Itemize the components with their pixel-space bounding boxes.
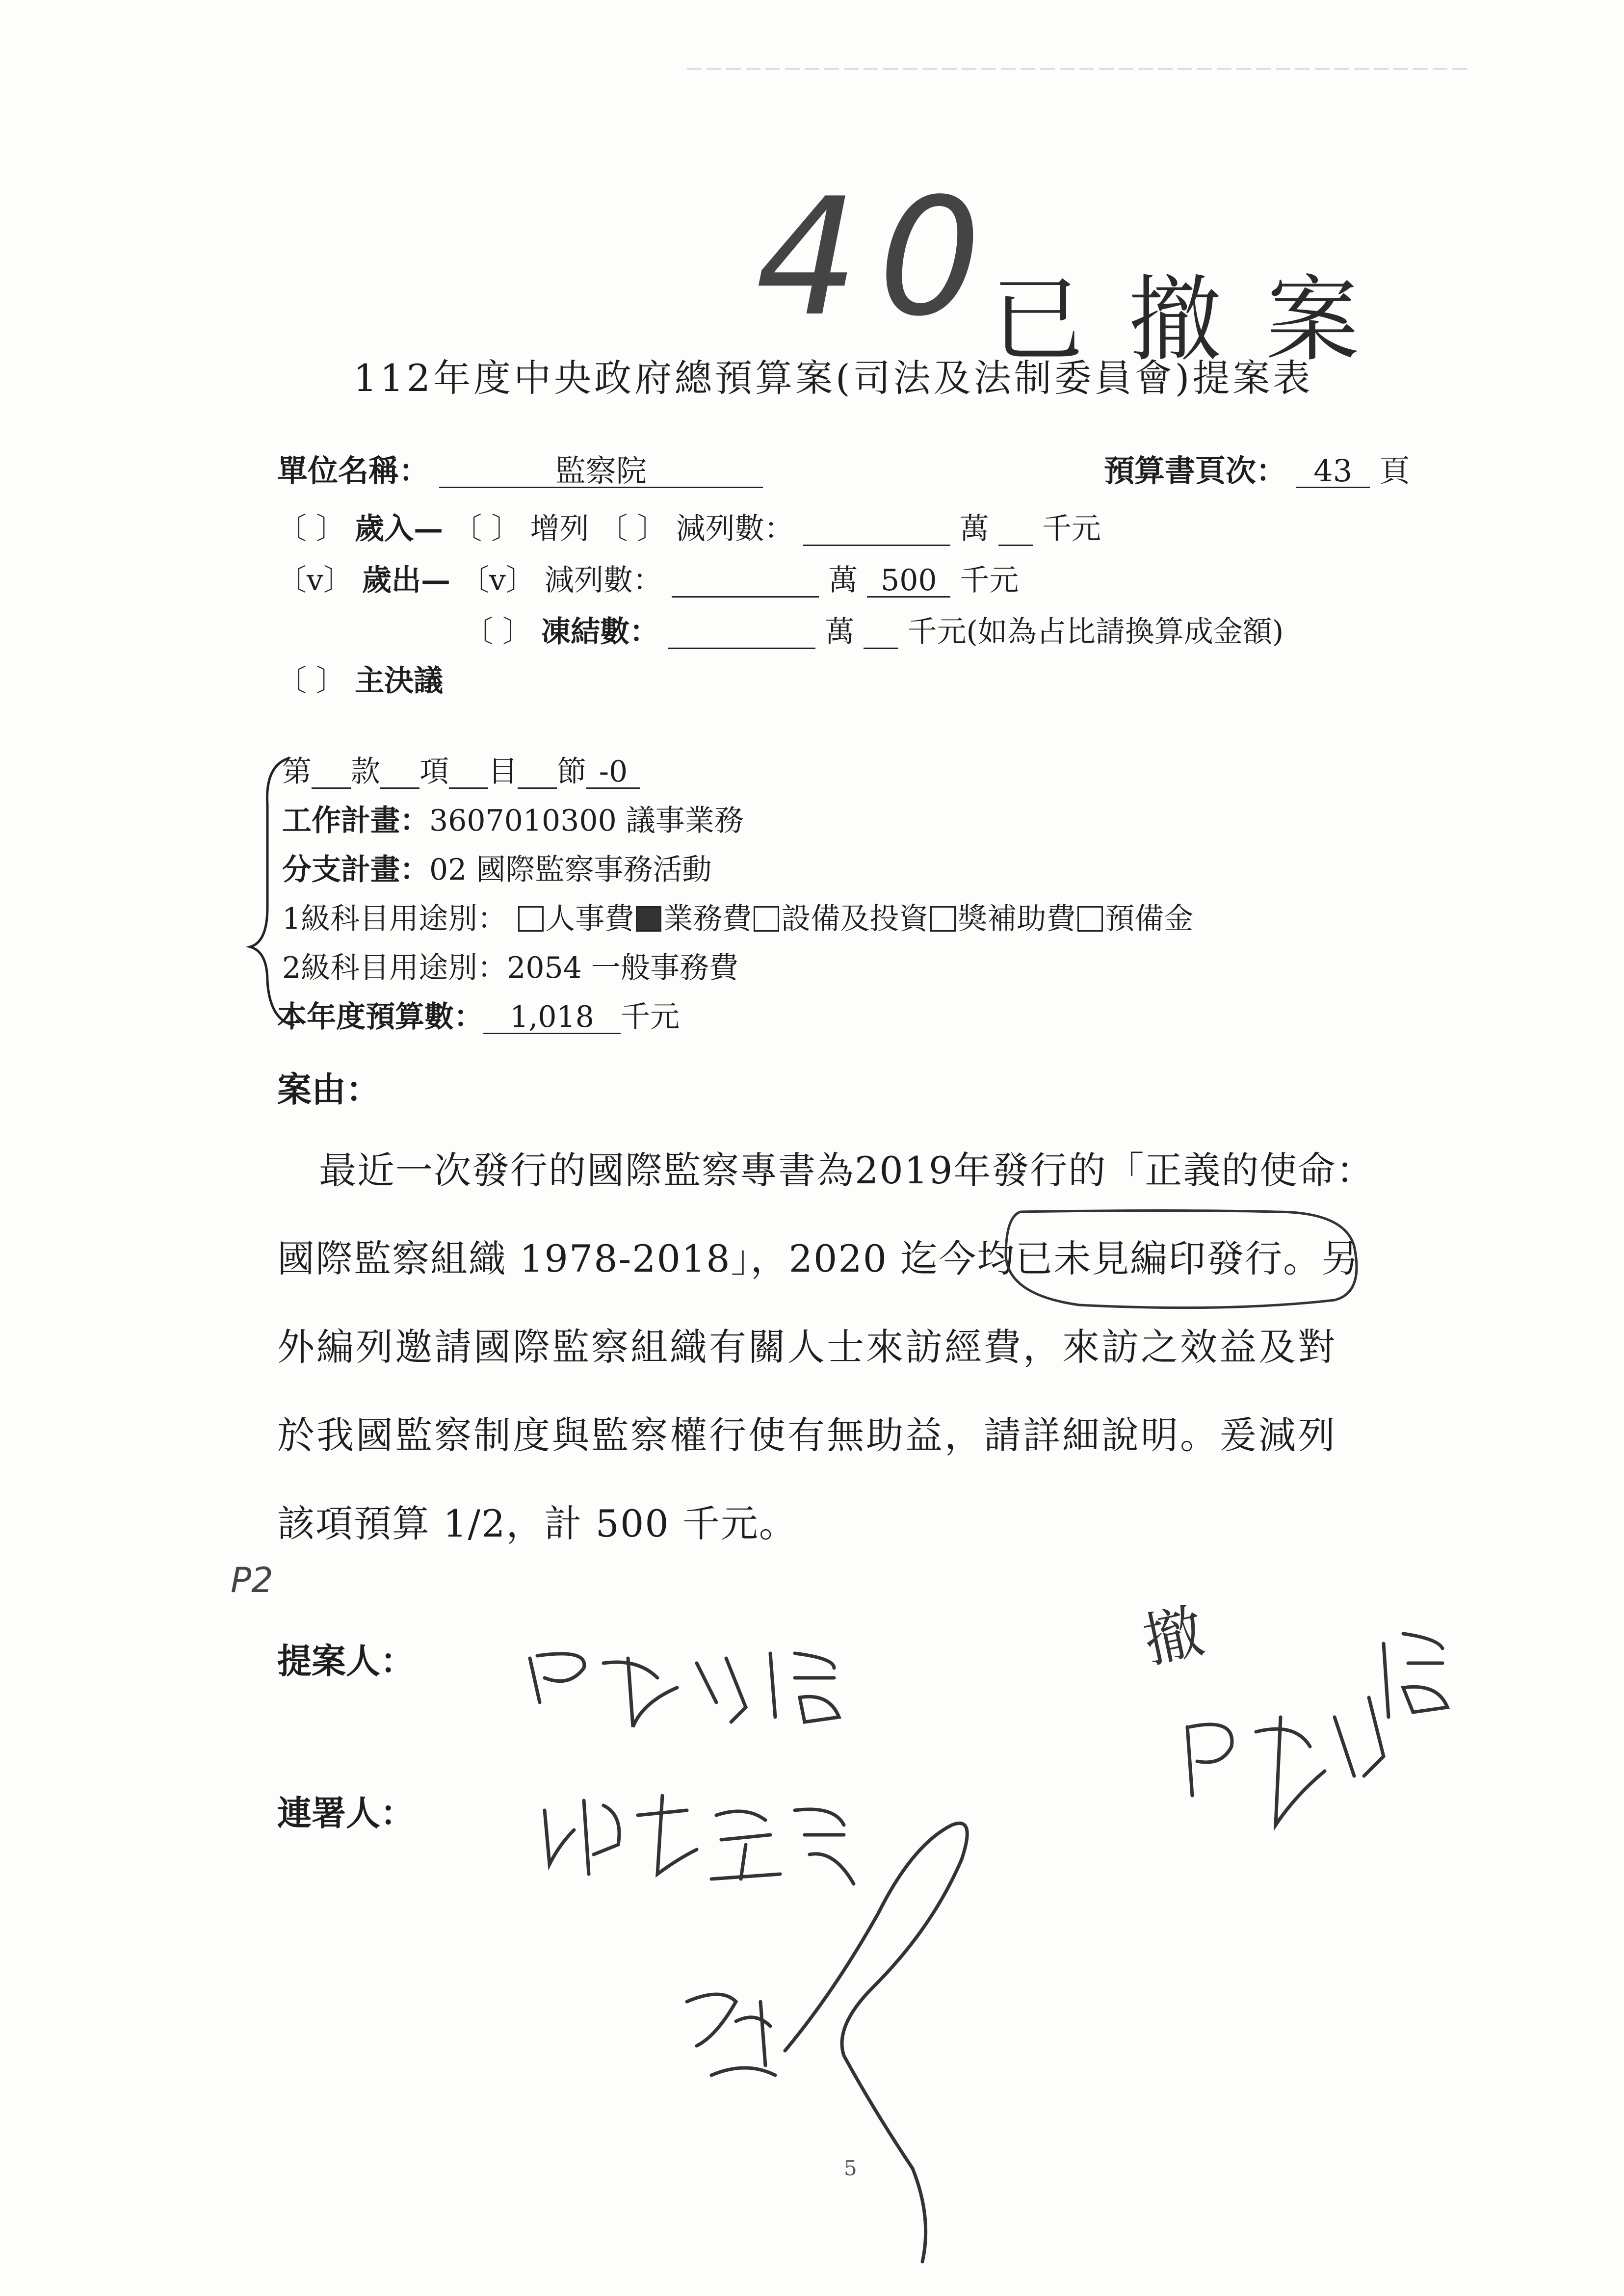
jie-blank: [518, 757, 557, 789]
proposer-label: 提案人：: [277, 1641, 415, 1681]
kuan-blank: [312, 757, 351, 789]
work-plan-value: 3607010300 議事業務: [429, 804, 744, 838]
expenditure-decrease-checkbox: 〔v〕: [460, 563, 535, 598]
revenue-decrease-checkbox: 〔 〕: [598, 512, 667, 546]
budget-page-unit: 頁: [1379, 453, 1410, 489]
form-title: 112年度中央政府總預算案(司法及法制委員會)提案表: [353, 356, 1313, 400]
expenditure-row: [277, 557, 1019, 599]
level1-checkbox-3: [754, 906, 779, 932]
level1-checkbox-2: [636, 906, 661, 932]
cosigner-signature: [545, 1796, 854, 1884]
expenditure-checkbox: 〔v〕: [277, 563, 353, 598]
budget-row: [277, 993, 680, 1036]
reason-heading: 案由：: [277, 1069, 380, 1110]
revenue-qian-unit: 千元: [1042, 512, 1101, 546]
budget-page-row: [1104, 446, 1410, 490]
revenue-increase-label: 增列: [530, 512, 589, 546]
unit-label: 單位名稱：: [277, 453, 430, 489]
reason-line-1: 最近一次發行的國際監察專書為2019年發行的「正義的使命：: [319, 1148, 1375, 1192]
revenue-decrease-label: 減列數：: [676, 512, 794, 546]
level1-checkbox-1: [518, 906, 544, 932]
kuan-label: 款: [351, 755, 380, 789]
section-prefix: 第: [282, 755, 312, 789]
case-number: 40: [756, 163, 1001, 352]
expenditure-amount: 500: [867, 565, 950, 598]
expenditure-qian-unit: 千元: [960, 563, 1019, 598]
budget-label: 本年度預算數：: [277, 1000, 483, 1034]
work-plan-row: [282, 797, 744, 839]
resolution-row: [277, 657, 443, 700]
freeze-label: 凍結數：: [541, 615, 659, 649]
withdraw-signature: [1187, 1634, 1447, 1825]
reason-line-5: 該項預算 1/2，計 500 千元。: [277, 1502, 797, 1545]
revenue-row: [277, 505, 1101, 548]
mu-label: 目: [488, 755, 518, 789]
mu-blank: [449, 757, 488, 789]
xiang-blank: [380, 757, 419, 789]
reason-line-4: 於我國監察制度與監察權行使有無助益，請詳細說明。爰減列: [277, 1413, 1337, 1457]
level1-option-label: 預備金: [1105, 902, 1194, 936]
sub-plan-label: 分支計畫：: [282, 853, 429, 887]
level1-label: 1級科目用途別：: [282, 902, 507, 936]
budget-unit: 千元: [621, 1000, 680, 1034]
reason-line-3: 外編列邀請國際監察組織有關人士來訪經費，來訪之效益及對: [277, 1325, 1337, 1369]
reason-line-2: 國際監察組織 1978-2018」，2020 迄今均已未見編印發行。另: [277, 1237, 1360, 1280]
expenditure-decrease-label: 減列數：: [545, 563, 663, 598]
level2-value: 2054 一般事務費: [507, 951, 738, 985]
level1-option-label: 設備及投資: [781, 902, 929, 936]
level1-checkbox-5: [1077, 906, 1103, 932]
level2-row: [282, 944, 738, 987]
section-row: [282, 748, 640, 790]
cosigner-label: 連署人：: [277, 1793, 415, 1833]
budget-value: 1,018: [483, 1002, 621, 1034]
freeze-wan-unit: 萬: [825, 615, 855, 649]
sub-plan-row: [282, 846, 711, 888]
jie-value: -0: [586, 757, 640, 789]
resolution-checkbox: 〔 〕: [277, 664, 346, 698]
xiang-label: 項: [419, 755, 449, 789]
second-cosigner-signature: [687, 1823, 967, 2262]
level1-checkbox-4: [930, 906, 956, 932]
withdraw-note: 撤: [1138, 1597, 1210, 1676]
freeze-row: [464, 608, 1283, 651]
revenue-wan-unit: 萬: [959, 512, 989, 546]
freeze-checkbox: 〔 〕: [464, 615, 532, 649]
unit-row: [277, 446, 763, 490]
level1-options: [516, 902, 1193, 936]
jie-label: 節: [557, 755, 586, 789]
resolution-label: 主決議: [355, 664, 444, 698]
budget-page-label: 預算書頁次：: [1104, 453, 1287, 489]
level1-option-label: 人事費: [546, 902, 634, 936]
revenue-checkbox: 〔 〕: [277, 512, 346, 546]
expenditure-label: 歲出—: [362, 563, 450, 598]
proposer-signature: [530, 1653, 839, 1727]
revenue-label: 歲入—: [355, 512, 444, 546]
work-plan-label: 工作計畫：: [282, 804, 429, 838]
level1-row: [282, 895, 1193, 938]
freeze-wan-blank: [668, 617, 815, 649]
freeze-qian-unit: 千元(如為占比請換算成金額): [907, 615, 1284, 649]
revenue-qian-blank: [998, 514, 1033, 546]
expenditure-wan-unit: 萬: [828, 563, 858, 598]
budget-page-value: 43: [1296, 455, 1370, 488]
unit-value: 監察院: [439, 455, 763, 488]
level1-option-label: 獎補助費: [958, 902, 1076, 936]
revenue-increase-checkbox: 〔 〕: [452, 512, 521, 546]
sub-plan-value: 02 國際監察事務活動: [429, 853, 712, 887]
withdrawn-stamp: 已撤案: [991, 266, 1404, 374]
page-number: 5: [844, 2156, 857, 2180]
expenditure-wan-blank: [672, 565, 819, 598]
level2-label: 2級科目用途別：: [282, 951, 507, 985]
level1-option-label: 業務費: [663, 902, 752, 936]
revenue-wan-blank: [803, 514, 950, 546]
freeze-qian-blank: [864, 617, 898, 649]
p2-note: P2: [231, 1560, 273, 1600]
